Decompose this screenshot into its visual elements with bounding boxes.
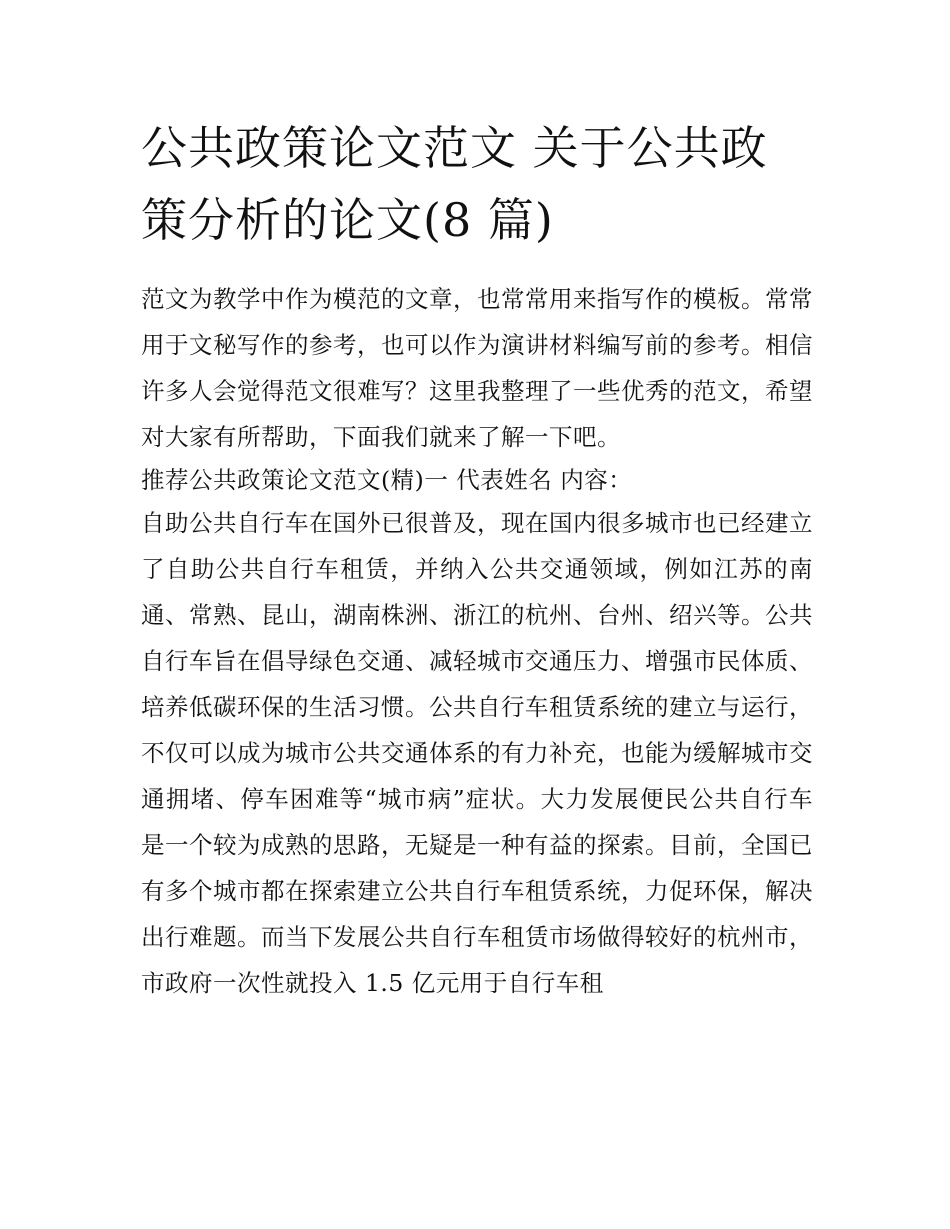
section-heading: 推荐公共政策论文范文(精)一 代表姓名 内容：	[141, 466, 633, 494]
body-paragraph: 自助公共自行车在国外已很普及，现在国内很多城市也已经建立了自助公共自行车租赁，并纳入公共交通领域，例如江苏的南通、常熟、昆山，湖南株洲、浙江的杭州、台州、绍兴等。公共自行车旨在倡导绿色交通、减轻城市交通压力、增强市民体质、培养低碳环保的生活习惯。公共自行车租赁系统的建立与运行，不仅可以成为城市公共交通体系的有力补充，也能为缓解城市交通拥堵、停车困难等“城市病”症状。大力发展便民公共自行车是一个较为成熟的思路，无疑是一种有益的探索。目前，全国已有多个城市都在探索建立公共自行车租赁系统，力促环保，解决出行难题。而当下发展公共自行车租赁市场做得较好的杭州市，市政府一次性就投入 1.5 亿元用于自行车租	[141, 509, 813, 997]
document-title: 公共政策论文范文 关于公共政策分析的论文(8 篇)	[141, 121, 768, 247]
document-page	[141, 112, 813, 1006]
intro-paragraph: 范文为教学中作为模范的文章，也常常用来指写作的模板。常常用于文秘写作的参考，也可以作为演讲材料编写前的参考。相信许多人会觉得范文很难写？这里我整理了一些优秀的范文，希望对大家有所帮助，下面我们就来了解一下吧。	[141, 285, 813, 451]
